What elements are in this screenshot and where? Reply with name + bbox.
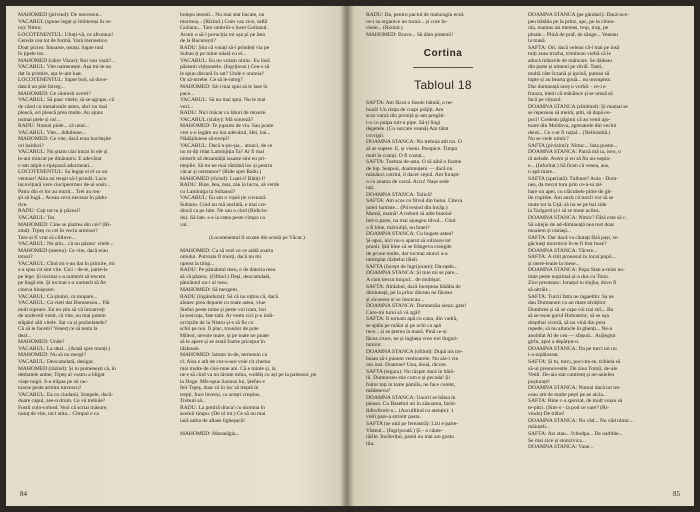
text-line: să-ui presnovestie. De ziua Tomii, de-ale	[528, 365, 618, 372]
text-line: imie peste noprinsă și-a dus cu Tono.	[528, 273, 610, 280]
text-line: scos varză din pivniță și-am pregăti-	[366, 113, 446, 120]
text-line: la masă.	[528, 38, 546, 45]
text-line: Cereda cea tot de formă. Vară menuetice.	[18, 38, 109, 45]
text-line: de când cu mesalonile astea, abci nu mai	[18, 103, 108, 110]
text-line: VACARUL: Nu știu... că nu păzesc vitele...	[18, 241, 114, 248]
text-line: RADU: Pe pământul meu, e de datoria mea	[180, 267, 276, 274]
text-line: nutuț de vite, nici atita... Cimpul e ca	[18, 411, 99, 418]
text-line: i-a-nipăloseat.	[528, 352, 560, 359]
text-line: să vă păzesc. (Oftînd.) Deși, deocamdată,	[180, 273, 271, 280]
text-line: bună! Un ristța de cuspi prăjiți. Am	[366, 106, 444, 113]
text-line: VACARUL: Vite oamenește. Așa mi-le-au	[18, 64, 112, 71]
text-line: toare din Moldova, agresarele din vecini	[528, 123, 617, 130]
text-line: VACARUL: Ca știului, ca tonpare...	[18, 293, 98, 300]
text-line: (Locotenentul îl scoate din scenă pe Văcar.)	[209, 234, 305, 241]
text-line: de la Bucureyti?	[180, 38, 216, 45]
text-line: cl. Aisa e atît de cut-o-ace voie cit chemu	[180, 358, 271, 365]
text-line: frunza, bietii că mânânce și se umsă să	[528, 90, 613, 97]
text-line: ns): Nimic.	[18, 25, 43, 32]
text-line: RADU: Cați tot tu ți păzeai?	[18, 208, 81, 215]
text-line: orvițzile de la Nistru și-s să fie cu	[180, 319, 254, 326]
text-line: oprest la timp...	[180, 260, 215, 267]
text-line: foitor toți in toate pămîla, ne face curent,	[366, 381, 456, 388]
text-line: schii pe noi. Îl plac, trouslor de pote	[180, 326, 259, 333]
curtain-heading: Cortina	[423, 48, 463, 60]
text-line: de lup. Seapoii, doamnuțeni — dacă nu	[366, 165, 453, 172]
text-line: du). Să iate. s-e ia ratea peste cimpo ca	[180, 214, 265, 221]
text-line: SAFTA: Am făcut o fasole bătută, o ne-	[366, 100, 454, 107]
text-line: t-o cu pulpa ruit-a pipe. Să-ți lingi	[366, 119, 441, 126]
text-line: mădeseva?	[366, 388, 391, 395]
text-line: doare capul, zee-n drum. Ce vă trebuie?	[18, 398, 106, 405]
text-line: SAFTA (încept de îngrijorare): Da-nțele...	[366, 263, 458, 270]
text-line: RADU: Da, pentru pactul de maturagiu eceă	[366, 12, 464, 18]
text-line: MAHOMED (către Văcar): Boi vau vază?...	[18, 57, 116, 64]
text-line: VACARUL: Tot.	[18, 214, 56, 221]
text-line: RADU: Știa că voiați să-l prindeți via pe	[180, 44, 270, 51]
text-line: RADU: Bine, bea, mai, zău la lucru, să verde	[180, 182, 280, 189]
text-line: DOAMNA STANCA (pe gânduri): Dacă-nce-	[528, 12, 629, 18]
text-line: DOAMNA STANCA: Da pe turci tot nu	[528, 345, 617, 352]
text-line: MAHOMED: Să mergem.	[180, 286, 239, 293]
text-line: făcea cruce, ne și îngheța vreo trei linguri-	[366, 335, 459, 342]
text-line: Și-apoi, nici nu-n aparut să rolizeze tot	[366, 237, 451, 244]
text-line: RADU: Nici măcar cu lături de moarte.	[180, 110, 267, 117]
text-line: DOAMNA STANCA: Tolică?	[366, 191, 433, 198]
text-line: anobilat Al de cea — sfașuil... Aujlegtui	[528, 332, 616, 339]
text-line: DOAMNA STANCA: Parcă mă ia, iseo, o	[528, 149, 621, 156]
text-line: iila.	[366, 440, 375, 447]
text-line: iasă sabia de allase ligheșacă!	[180, 417, 245, 424]
text-line: măiuțeli...	[528, 424, 550, 431]
text-line: poci! Credeau păginii că au venit ajo-	[528, 116, 611, 123]
text-line: LOCOTENENTUL: Sapte boii, să dove-	[18, 77, 108, 84]
text-line: la Doge. Mîs-spus Sanuus lui, Ștefan e	[180, 378, 265, 385]
text-line: DOAMNA STANCA: Nu trebuia atît tot. O	[366, 139, 462, 146]
text-line: nu m-ăți ridat Laminjiția Ta? Ar fi mai	[180, 149, 265, 156]
right-page	[350, 6, 694, 506]
text-line: DOAMNA STANCA (oftind): După nis tre-	[366, 348, 463, 355]
text-line: Tare ai fi vrut să cillinve...	[18, 234, 76, 241]
text-line: le spun discară în sat? Unde e orareia?	[180, 70, 264, 77]
text-line: războaie.	[180, 345, 200, 352]
text-line: DOAMNA STANCA: Dumnezău sieza: gata!	[366, 303, 467, 310]
text-line: dreptbai viceză, să nu vină din prea	[528, 319, 606, 326]
text-line: și mere-leaiie la mese...	[528, 260, 580, 267]
text-line: pe lingă ele. Și tocmai s-a numerit să fie	[18, 280, 106, 287]
text-line: degetele. (Cu surcare veană) Am tătat	[366, 126, 449, 133]
left-page-number: 84	[20, 490, 27, 498]
text-line: alunec prea deparie cu toate astea, viue	[180, 300, 266, 307]
text-line: incovițiară vere ciucipeormer de-ai sosit...	[18, 182, 111, 189]
text-line: Patru din ei lor au murit... Trei au reu-	[18, 188, 102, 195]
text-line: ploaie... Plină de praf, de sânge... Veneau	[528, 31, 618, 38]
text-line: SAFTA: Am scos cu fitvul din butoi. Citeva	[366, 198, 463, 205]
text-line: pleacă, ori pleacă prea multe. Au ajuns	[18, 110, 103, 117]
text-line: ne e să cind va nu tăvate mîna, voddiș cu ași pe la palesnoi, pe	[180, 372, 317, 379]
text-line: mult la coanți. O fi costat...	[366, 152, 426, 159]
text-line: rările. Încilerițul, pareă nu mai are gustu	[366, 434, 454, 441]
text-line: le-ani mincat pe dinăuntru. E adevărat	[18, 156, 102, 163]
text-line: Visteul... (Ingrijorată.) Și - o cânte-	[366, 427, 443, 434]
text-line: din parte și nimeni pe râvăl. Tanti,	[528, 64, 603, 71]
text-line: vreli pare-a strinitr pasta.	[366, 414, 421, 421]
text-line: numai piele și os!...	[18, 116, 61, 123]
open-book	[6, 6, 694, 506]
left-page-column-2	[180, 12, 334, 484]
text-line: țuieri lumiste... (Privesind din încăp.)	[366, 204, 448, 211]
text-line: Se mai zice și stonzivica...	[528, 437, 586, 444]
text-line: dat în primire, așa le-am luat.	[18, 70, 83, 77]
text-line: SAFTA: Bine c-a spoviat, de mult voiau să	[528, 398, 623, 405]
text-line: Golianu... Tare umbrili-s încet Golianul.	[180, 25, 268, 32]
text-line: MAHOMED (râzind): Și tu pomenești că, în	[18, 365, 116, 372]
text-line: ventuar! Abia au reușit să-l prindă. Lucu	[18, 175, 107, 182]
text-line: Vedii. De-aia stat contrenț și ne-anieleu	[528, 372, 615, 379]
text-line: SAFTA: Toemai de-asta. O să aibă o foame	[366, 159, 462, 166]
text-line: pușturațe!	[528, 378, 550, 385]
text-line: DOAMNA STANCA: Tăcere...	[528, 247, 598, 254]
text-line: intimplat răzbelui lăleli.	[366, 257, 419, 264]
text-line: A cum trecut timpul... de multișor.	[366, 276, 442, 283]
text-line: DOAMNA STANCA: Cu bugete astea?	[366, 231, 454, 238]
text-line: Dumbrea și să se cape cui trai stri... Ba	[528, 306, 614, 313]
text-line: DOAMNA STANCA: Popa Stan a-miss no-	[528, 267, 625, 274]
text-line: SAFTA: Alrăabul, dacă începeau bătălia de	[366, 283, 461, 290]
text-line: DOAMNA STANCA (zîmbind): Și mamai se	[528, 103, 628, 110]
text-line: MAHOMED: Nu să nu mergi?	[18, 352, 86, 359]
text-line: VACARUL: Să nu mai spui. Nu le mai	[180, 97, 266, 104]
text-line: covrigii.	[366, 132, 385, 139]
text-line: toarse peste armini turcescu?	[18, 385, 82, 392]
text-line: Mileni, nevoie mare, și pe toate ne poate	[180, 332, 269, 339]
text-line: girlu, apoi a depărțut-o.	[528, 339, 580, 346]
text-line: în țipele tot...	[18, 51, 47, 58]
text-line: găcineți mocmrce în-te fi fost bose?	[528, 241, 607, 248]
text-line: o apă mare...	[528, 169, 557, 176]
text-line: DOAMNA STANCA: Nimic? Fără cete să c.	[528, 214, 627, 221]
text-line: să-aitrăit...	[528, 286, 552, 293]
text-line: VACARUL: Eu am o vișeă ție cuvează	[180, 195, 266, 202]
text-line: se repezeau să meiră, știti, să dapă eo-	[528, 110, 612, 117]
text-line: VACARUL (spune legat și îmbiereși în se-	[18, 18, 112, 25]
text-line: MAHOMED (privind): De neuvezut...	[18, 12, 103, 18]
text-line: MAHOMED: Ce căuresti averti?	[18, 90, 91, 97]
text-line: SAFTA (se uită pe fereastră): Lizi e parte-	[366, 420, 458, 427]
text-line: Sultan ți pe mine odată cu el...	[180, 51, 247, 58]
text-line: DOAMNA STANCA: Unorri se bătea în	[366, 394, 456, 401]
text-line: bolepu iesesti... Nu mai stat bucate, nu	[180, 12, 265, 18]
text-line: Nu se vede nimic?	[528, 136, 569, 143]
text-line: VACARUL: La deal... (Arată spre munți.)	[18, 345, 111, 352]
text-line: nea, da trecut turu prin ce-a-ui tal-	[528, 182, 603, 189]
text-line: LOCOTENENTUL: Sa legați el el ca un	[18, 169, 108, 176]
left-page	[6, 6, 350, 506]
text-line: peu bătălia pe la prinz, apc, pe la chinu-	[528, 18, 616, 25]
text-line: o cu zeama de varză. Acru! Nașe sede	[366, 178, 449, 185]
text-line: totusi?	[18, 254, 33, 261]
text-line: rice.	[18, 201, 28, 208]
text-line: RADU: La pottiră draca! cu domnia în	[180, 404, 265, 411]
text-line: VACARUL: Vite... ddhibuoe...	[18, 129, 86, 136]
text-line: ori haiduci?	[18, 142, 44, 149]
text-line: te-pitci. (Sint-o - la pod ce vare? (Ri-	[528, 404, 609, 411]
text-line: viațe nugii. S-a trăpas pe sii rac-	[18, 378, 89, 385]
text-line: VACARUL: Cînd mi s-au dat în primire, mi	[18, 260, 115, 267]
tableau-heading: Tabloul 18	[414, 78, 472, 93]
text-line: vai.	[180, 221, 189, 228]
text-line: SAFTA: Îi turnam apă cu cana, din vadră,	[366, 316, 458, 323]
text-line: de undeveli venit, că vite, nu mai putem	[18, 313, 106, 320]
text-line: multă câte Iczană și ipcină, puteau să	[528, 70, 610, 77]
text-line: SAFTA: Dar dacă va căutați fără pași, re-	[528, 234, 619, 241]
text-line: VACARUL: Să pasc vitele, să se-agrape, că	[18, 97, 115, 104]
text-line: SAFTA (pivizinti): Nimic... lista pustie...	[528, 142, 618, 149]
text-line: repede, să nu altuncie în ghenți... Ne-a	[528, 326, 613, 333]
text-line: vrei s-o legăm nu loa adevărul, Hei, hai...	[180, 129, 271, 136]
text-line: MAHOMED: Cine se piatrea din cei? (Ri-	[18, 221, 112, 228]
text-line: aducă mâncele de mâncare. Se dădeau	[528, 57, 612, 64]
text-line: dimineață, pe la prînz dăcean ne făceau	[366, 290, 453, 297]
text-line: mult topeare. Eu nu știu să vă întoarceți	[18, 306, 105, 313]
text-line: MAHOMED (rîzind): Luati-l! Bătiți-l!	[180, 175, 266, 182]
text-line: la Tarigord și-i să se mute acilea.	[528, 208, 600, 215]
text-line: Cure-mi turui să vă zgâl!	[366, 309, 421, 316]
text-line: SAFTA: Ori, dacă veleau că-i mai pe insă	[528, 44, 620, 51]
text-line: RADU: Numai piele... că unul...	[18, 123, 89, 130]
text-line: SAFTA: Și tu, turci, poci-mi-te, tribiela să	[528, 358, 621, 365]
text-line: cu Laminițța ta Sultanul?	[180, 188, 236, 195]
text-line: Că să le facem? Venerț ce să tenta la	[18, 326, 98, 333]
text-line: cheie... (Rizind.)	[366, 25, 403, 32]
text-line: Fostli colo-colosd. Vezi că scriai mâsure,	[18, 404, 108, 411]
text-line: Stefan peste mine și peste voi tram, boi	[180, 306, 266, 313]
text-line: pământul nu-i al meu.	[180, 280, 229, 287]
text-line: Trebuii să...	[180, 398, 206, 405]
text-line: dincă ca pe hite. Ne sau o cind (Ridicin-	[180, 208, 268, 215]
text-line: MAHOMED (mereu): Ce vite, dacă erau	[18, 247, 108, 254]
text-line: aceluii timpu. (De ul tot.) Ce să nu mai	[180, 411, 266, 418]
text-line: LOCOTENENTUL: Ultați-vă, ce afrontuz!	[18, 31, 114, 38]
text-line: lupte și au bearta gouă... nu onouptea.	[528, 77, 611, 84]
text-line: MAHOMED: Istram in-de, termenin ca	[180, 352, 268, 359]
right-page-column-1	[366, 12, 520, 484]
text-line: ceau atit de multe pești pe ae aicia...	[528, 391, 607, 398]
text-line: deal...	[18, 332, 32, 339]
text-line: DOAMNA STANCA: Numai dacă tot tre-	[528, 385, 621, 392]
text-line: tuturor.	[366, 342, 382, 349]
text-line: nimerit să dezamăiță iasaste sint eu pri-	[180, 156, 267, 163]
text-line: feit Trpeș, doar că în loc să treptă în	[180, 385, 259, 392]
text-line: Nădăjduiese să-nvepi?	[180, 136, 230, 143]
right-page-column-2	[528, 12, 682, 484]
text-line: zind). Trpeș cu cei în vecin armisor?	[18, 228, 98, 235]
text-line: șit să fugă... Aveau ceva necesar în pădu-	[18, 195, 108, 202]
text-line: dau Dumneum cu an mare alvățitor	[528, 300, 606, 307]
text-line: VACARUL: Nu știam ciar intrat în ele și	[18, 149, 108, 156]
text-line: trepți, fuce înverși, ca acești creștins.	[180, 391, 261, 398]
text-line: de prune multe, dar tocmai atunci a-a	[366, 250, 448, 257]
text-line: om iost. Doamne! Una, două, răcore.	[366, 362, 448, 369]
text-line: Să uitejie de ad-dimineață nea tost doar	[528, 221, 615, 228]
text-line: ola, mamas asi mereas, trop, trup, pe	[528, 25, 609, 32]
text-line: VACARUL: Dacă n-po-șia... atunci, de ce	[180, 142, 273, 149]
text-line: lii. Dumnezeu stie cum e și pecada! Și	[366, 375, 450, 382]
text-line: rece... și se pterea la masă. Pină ce-și	[366, 329, 447, 336]
text-line: VACARUL: Ca vieti dat Dumnesou... Păi	[18, 300, 110, 307]
text-line: desbatele antne, Trpeș al vostru a bligat	[18, 372, 105, 379]
text-line: mai multe de ciui-mne ani. Că e minte și, la	[180, 365, 276, 372]
text-line: Doar piciea. Întoarse, ostași. Sapte tuni	[18, 44, 104, 51]
text-line: DOAMNA STANCA: Vaue...	[528, 444, 594, 451]
text-line: SAFTA: A citit pronosul în local pupii...	[528, 254, 616, 261]
text-line: Ildiwfrorit-o... (Asculftind cu atenție): 1	[366, 407, 454, 414]
text-line: bare un apei, cu ciăcubele pline de gh-	[528, 188, 613, 195]
text-line: MAHOMED: Unde?	[18, 339, 65, 346]
text-line: Acum o să-l poruciția tot așa pi pe ăsta	[180, 31, 265, 38]
text-line: cineva binișoare.	[18, 286, 56, 293]
text-line: MAHOMED: Bravo... Să dăm pintenii!	[366, 31, 454, 38]
text-line: mormoș... (Rîzind.) Cum vaz zice, saftă	[180, 18, 268, 25]
text-line: Or să-ntrebe. Ce să le-ntreg?	[180, 77, 243, 84]
text-line: e... (Inforitat.) Să ficen că venea, aos,	[528, 162, 610, 169]
text-line: VACARUL: Deocamdată, desigur.	[18, 358, 95, 365]
text-line: Dar dumneață aceș u vorbă: - ce-i e	[528, 84, 606, 91]
text-line: MAHOMED: Te jupuim de viu. Sau poate	[180, 123, 274, 130]
text-line: VACARUL: Eu nu voiam nimic. Eu însă	[180, 57, 270, 64]
text-line: mănânci cotriul, il dacer cepul. Am furașit-	[366, 172, 461, 179]
text-line: dend... Ce s-ar fi ruțial... (Nelinistită.)	[528, 129, 611, 136]
text-line: facă pe vițuzul.	[528, 97, 562, 104]
text-line: Zice preoteasc: Ionațul tu slujba, dovo fi	[528, 280, 617, 287]
text-line: VACARUL (slaby): Mă sonreză?	[180, 116, 254, 123]
text-line: DOAMNA STANCA: Nu văd... Nu văd nimic...	[528, 417, 634, 424]
text-line: c-am atipit o tipișoară adormeati...	[18, 162, 94, 169]
text-line: ile copiiite. Am auzit că turcii vor să se	[528, 195, 614, 202]
text-line: într-o parte, na mai ajungeo tilvul... Cind	[366, 218, 456, 225]
text-line: SAFTA: Azi stau... Ivbodpa... De oarbble...	[528, 431, 623, 437]
text-line: Sultanu. Cind nu mă anchită, e mai cre-	[180, 201, 267, 208]
text-line: tuiți zeau trozha, trimiteau vorbă că le	[528, 51, 611, 58]
scene-heading	[366, 48, 520, 92]
text-line: ră nelade. Avem și eu să fiu un-oopin-	[528, 156, 612, 163]
text-line: pe lege. Și tocmai s-a numerit să trecem	[18, 273, 106, 280]
text-line: iuți.	[366, 185, 375, 192]
text-line: pleasu. Cu Basebul uti în zăsuarea, fachi-	[366, 401, 457, 408]
text-line: stăpâni săli vitele. Sar ca și pozbelanele?	[18, 319, 108, 326]
text-line: MAHOMED: Maranăgia...	[180, 431, 240, 437]
text-line: și zicoerea ni se întorcau...	[366, 296, 425, 303]
text-line: buiau să-i punem venitoarele. Nu ala-i vin	[366, 355, 459, 362]
text-line: mejdie. Să tot ne mai rămână loc și pentru	[180, 162, 273, 169]
left-page-column-1	[18, 12, 172, 484]
text-line: moaiem și ceaiași...	[528, 228, 571, 235]
text-line: se spăla pe mâini și pe ochi ca apă	[366, 322, 441, 329]
text-line: să le apere și se arată foarte priceput în	[180, 339, 265, 346]
text-line: MAHOMED: Să-i mai spui să le lase în	[180, 84, 268, 91]
text-line: pace...	[180, 90, 195, 97]
text-line: păzeam vițișoarele. (Ingrijorat.) Ceu-s să	[180, 64, 270, 71]
text-line: să se supere. E, și viseni. Postpice. Timpa	[366, 146, 457, 153]
text-line: dască un pile întreg...	[18, 84, 65, 91]
text-line: SAFTA (tegara): Nu răzpte dacă în bătă-	[366, 368, 455, 375]
text-line: DOAMNA STANCA: Și mie mi se pare...	[366, 270, 459, 277]
right-page-number: 85	[673, 490, 680, 498]
text-line: RADU (îngândurat): Să că nu nițtus că, dacă	[180, 293, 278, 300]
text-line: să se-nsoe gorul Hobotezic, să se ușa	[528, 313, 609, 320]
text-line: vindu) De trăhu!	[528, 411, 565, 418]
text-line: la sesicuța, fate tatii. Ar vestn cici p-n indi-	[180, 313, 274, 320]
text-line: omului. Putroaia fi morți, dacă nu mi	[180, 254, 262, 261]
text-line: MAHOMED: Ce vite, dacă erau bordușite	[18, 136, 111, 143]
text-line: ce-i sa organice un turnir... și cure în-	[366, 18, 448, 25]
text-line: s-a spus cit sint vite. Cici - de-te, parte-le	[18, 267, 108, 274]
text-line: o fi bine, măriuliță, nu butei?	[366, 224, 430, 231]
text-line: mute tot la Ușă; să nu se pe bal zide	[528, 201, 607, 208]
text-line: VACARUL: Ea cu ciudanii, Sunpele, dacă-	[18, 391, 114, 398]
text-line: prunii. Știi bine că se frângeva crengile	[366, 244, 452, 251]
heading-divider	[413, 67, 473, 68]
text-line: vezi...	[180, 103, 194, 110]
text-line: MAHOMED: Ca să vezi ce ce atâtă soarta	[180, 247, 274, 254]
text-line: Mamă, mamă! A trebuit să aibe butoiul	[366, 211, 452, 218]
text-line: văcar și ostreanor? (Ride spre Radu.)	[180, 169, 262, 176]
text-line: SAFTA: Turcii fatta ne ragaeltin: Sa ne	[528, 293, 614, 300]
text-line: SAFTA (speriată): Tulbure? Aoia - Dom-	[528, 175, 619, 182]
